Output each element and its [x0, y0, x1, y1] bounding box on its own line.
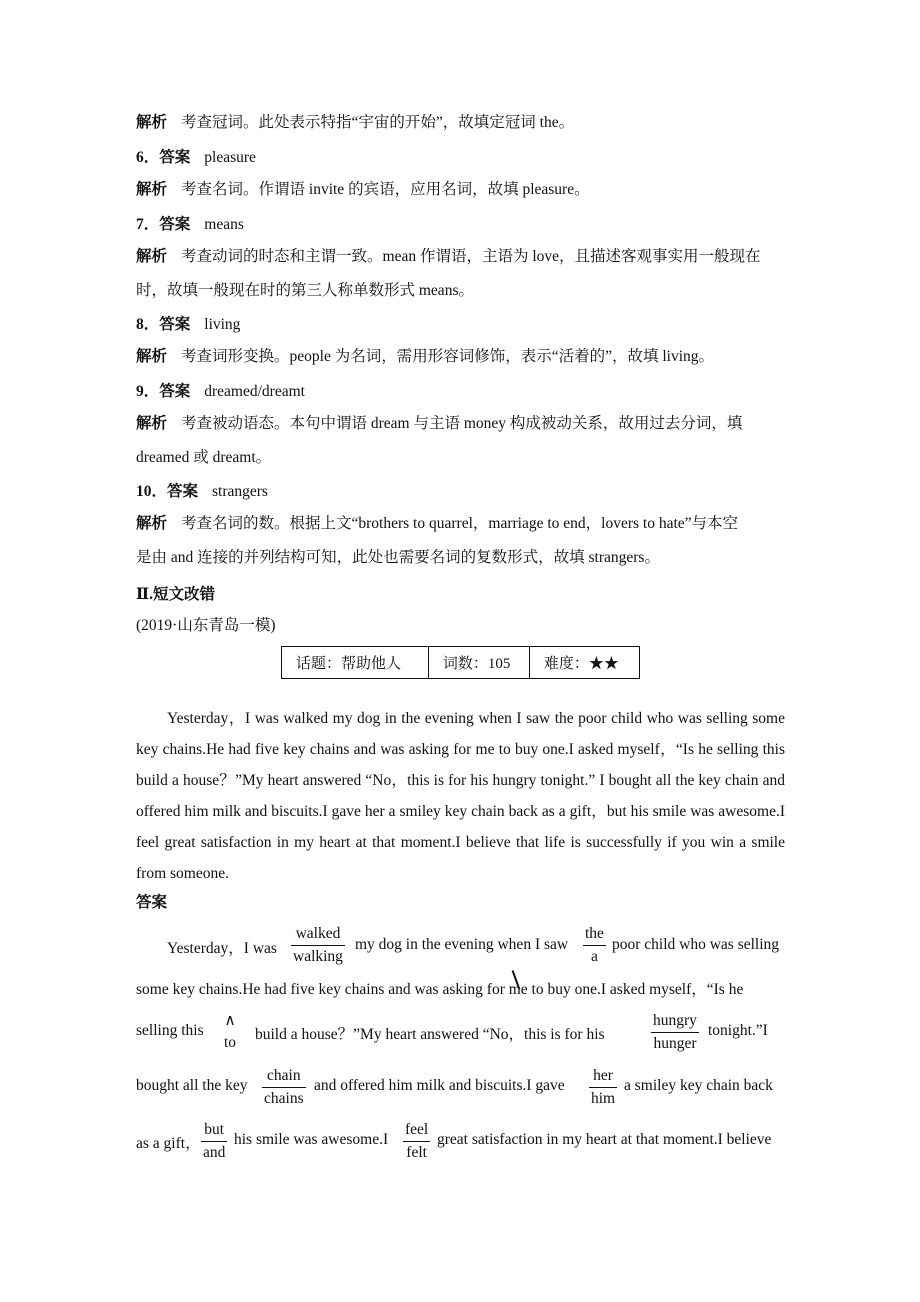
- answer-label: 答案: [136, 894, 168, 911]
- correction-hungry: hungry hunger: [653, 1012, 697, 1052]
- passage: Yesterday，I was walked my dog in the evening when I saw the poor child who was selling some key chains.He had five key chains and was asking for me to buy one.I asked myself，“Is he selling this build a house？”My heart answered “No，this is for his hungry tonight.” I bought all the key chain and offered him milk and biscuits.I gave her a smiley key chain back as a gift，but his smile was awesome.I feel great satisfaction in my heart at that moment.I believe that life is successfully if you win a smile from someone.: [136, 710, 785, 882]
- answer-line-2: some key chains.He had five key chains and was asking for me to buy one.I asked myself，“Is he: [136, 981, 744, 998]
- explanation-line: 解析 考查词形变换。people 为名词，需用形容词修饰，表示“活着的”，故填 living。: [136, 348, 715, 365]
- correction-walked: walked walking: [293, 925, 343, 965]
- correction-chain: chain chains: [264, 1067, 304, 1107]
- answer-line-4: bought all the key and offered him milk and biscuits.I gave a smiley key chain back: [136, 1077, 773, 1094]
- insertion-to: ∧ to: [224, 1012, 237, 1051]
- correction-the: the a: [585, 925, 604, 965]
- explanation-continuation: 时，故填一般现在时的第三人称单数形式 means。: [136, 282, 474, 299]
- explanation-line: 解析 考查动词的时态和主谓一致。mean 作谓语，主语为 love，且描述客观事实用一般现在: [136, 248, 761, 265]
- topic-cell: 话题：帮助他人: [282, 647, 429, 679]
- word-count-cell: 词数：105: [428, 647, 529, 679]
- correction-her: her him: [591, 1067, 616, 1107]
- explanation-line: 解析 考查名词。作谓语 invite 的宾语，应用名词，故填 pleasure。: [136, 181, 590, 198]
- correction-but: but and: [203, 1121, 226, 1161]
- answer-line: 7．答案 means: [136, 216, 244, 233]
- explanation-continuation: 是由 and 连接的并列结构可知，此处也需要名词的复数形式，故填 strangers。: [136, 549, 660, 566]
- answer-line: 10．答案 strangers: [136, 483, 268, 500]
- answer-line: 8．答案 living: [136, 316, 241, 333]
- explanation-line: 解析 考查名词的数。根据上文“brothers to quarrel，marriage to end，lovers to hate”与本空: [136, 515, 739, 532]
- answer-line-5: as a gift， his smile was awesome.I great satisfaction in my heart at that moment.I believe: [136, 1131, 772, 1152]
- difficulty-cell: 难度：★★: [529, 647, 639, 679]
- explanation-line: 解析 考查被动语态。本句中谓语 dream 与主语 money 构成被动关系，故用过去分词，填: [136, 415, 743, 432]
- explanation-line: 解析 考查冠词。此处表示特指“宇宙的开始”，故填定冠词 the。: [136, 114, 575, 131]
- answer-line: 6．答案 pleasure: [136, 149, 256, 166]
- info-table: [281, 646, 640, 679]
- correction-feel: feel felt: [405, 1121, 429, 1161]
- answer-line-3: selling this build a house？”My heart answered “No，this is for his tonight.”I: [136, 1022, 768, 1043]
- answer-line: 9．答案 dreamed/dreamt: [136, 383, 305, 400]
- section-source: (2019·山东青岛一模): [136, 617, 276, 634]
- section-title: Ⅱ.短文改错: [136, 586, 215, 603]
- explanation-continuation: dreamed 或 dreamt。: [136, 449, 272, 466]
